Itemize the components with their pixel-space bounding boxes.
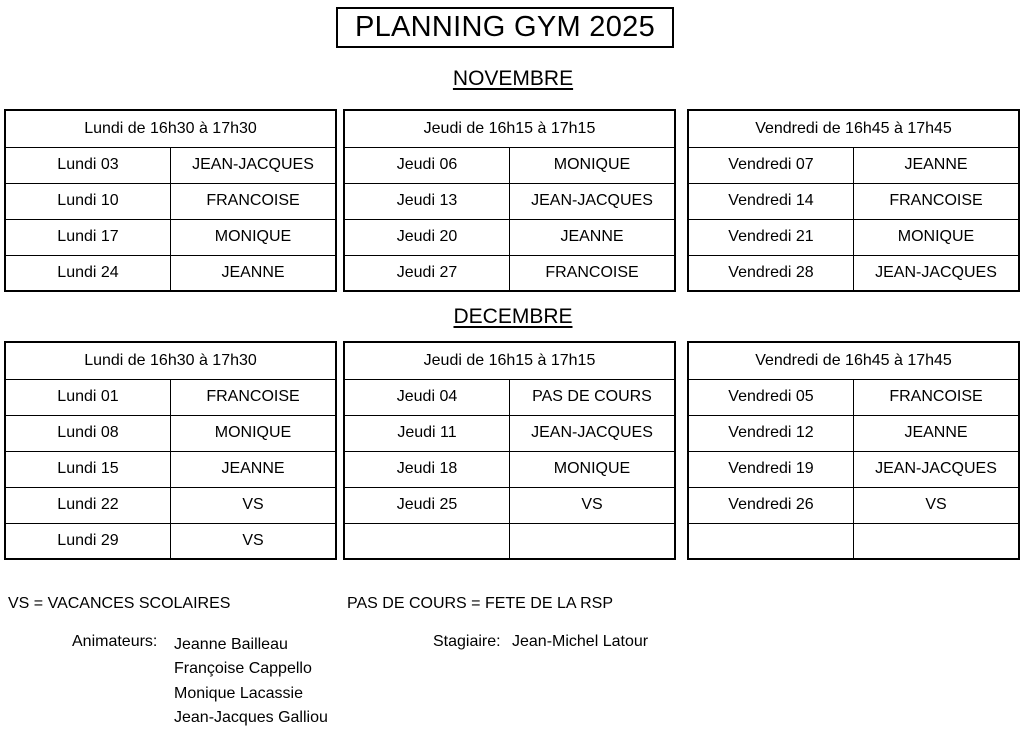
session-date: Vendredi 19	[688, 451, 854, 487]
session-animateur: MONIQUE	[171, 415, 337, 451]
table-row	[5, 451, 336, 487]
table-header-row	[5, 110, 336, 147]
table-header-row	[5, 342, 336, 379]
stagiaire-label: Stagiaire:	[433, 633, 501, 650]
table-row	[344, 379, 675, 415]
session-animateur: VS	[171, 523, 337, 559]
table-row	[344, 147, 675, 183]
session-animateur: JEANNE	[510, 219, 676, 255]
animateur-name: Monique Lacassie	[174, 684, 303, 702]
table-row	[688, 219, 1019, 255]
table-row	[5, 415, 336, 451]
session-date: Lundi 22	[5, 487, 171, 523]
legend-vs: VS = VACANCES SCOLAIRES	[8, 595, 231, 612]
table-row	[344, 255, 675, 291]
animateurs-list	[174, 633, 328, 730]
session-date: Lundi 29	[5, 523, 171, 559]
session-animateur: MONIQUE	[171, 219, 337, 255]
animateur-name: Jeanne Bailleau	[174, 636, 288, 653]
session-date: Vendredi 28	[688, 255, 854, 291]
animateurs-label: Animateurs:	[72, 633, 158, 650]
session-date	[344, 523, 510, 559]
session-animateur: VS	[171, 487, 337, 523]
month-heading-decembre: DECEMBRE	[453, 305, 573, 328]
session-date: Jeudi 11	[344, 415, 510, 451]
table-row	[688, 451, 1019, 487]
table-row	[5, 183, 336, 219]
month-heading-novembre: NOVEMBRE	[452, 67, 574, 90]
session-date: Lundi 10	[5, 183, 171, 219]
schedule-table-novembre-vendredi	[687, 109, 1020, 292]
session-animateur: MONIQUE	[510, 147, 676, 183]
session-animateur: FRANCOISE	[171, 183, 337, 219]
session-date: Lundi 03	[5, 147, 171, 183]
table-row	[688, 147, 1019, 183]
session-animateur: PAS DE COURS	[510, 379, 676, 415]
schedule-table-novembre-lundi	[4, 109, 337, 292]
table-row	[344, 183, 675, 219]
session-animateur: VS	[854, 487, 1020, 523]
session-date: Lundi 01	[5, 379, 171, 415]
table-header-row	[688, 342, 1019, 379]
session-date: Jeudi 18	[344, 451, 510, 487]
session-animateur	[510, 523, 676, 559]
table-row	[5, 219, 336, 255]
session-animateur: JEAN-JACQUES	[854, 255, 1020, 291]
table-row	[688, 487, 1019, 523]
session-animateur: JEANNE	[854, 415, 1020, 451]
table-row	[688, 415, 1019, 451]
page-title	[336, 7, 674, 48]
table-row	[5, 379, 336, 415]
table-row	[688, 183, 1019, 219]
session-date: Vendredi 26	[688, 487, 854, 523]
table-row	[344, 487, 675, 523]
table-header-row	[344, 110, 675, 147]
session-date: Vendredi 21	[688, 219, 854, 255]
table-row	[344, 415, 675, 451]
session-date: Jeudi 13	[344, 183, 510, 219]
session-date: Lundi 08	[5, 415, 171, 451]
table-header: Jeudi de 16h15 à 17h15	[344, 342, 675, 379]
session-animateur	[854, 523, 1020, 559]
session-date: Vendredi 07	[688, 147, 854, 183]
session-date: Jeudi 06	[344, 147, 510, 183]
session-date: Lundi 17	[5, 219, 171, 255]
table-header: Vendredi de 16h45 à 17h45	[688, 110, 1019, 147]
table-row	[5, 255, 336, 291]
session-date: Jeudi 20	[344, 219, 510, 255]
table-row	[5, 487, 336, 523]
table-row	[688, 379, 1019, 415]
session-animateur: JEANNE	[171, 255, 337, 291]
session-animateur: FRANCOISE	[854, 183, 1020, 219]
table-row	[5, 147, 336, 183]
table-row	[688, 255, 1019, 291]
session-date: Lundi 15	[5, 451, 171, 487]
table-row	[5, 523, 336, 559]
session-animateur: JEAN-JACQUES	[510, 183, 676, 219]
schedule-table-decembre-jeudi	[343, 341, 676, 560]
session-date	[688, 523, 854, 559]
table-row	[344, 523, 675, 559]
session-animateur: MONIQUE	[510, 451, 676, 487]
schedule-table-decembre-lundi	[4, 341, 337, 560]
session-animateur: JEAN-JACQUES	[171, 147, 337, 183]
table-header: Lundi de 16h30 à 17h30	[5, 110, 336, 147]
page-title-text: PLANNING GYM 2025	[354, 11, 656, 43]
session-animateur: FRANCOISE	[510, 255, 676, 291]
animateur-name: Françoise Cappello	[174, 660, 312, 678]
session-animateur: JEAN-JACQUES	[510, 415, 676, 451]
session-date: Jeudi 25	[344, 487, 510, 523]
session-date: Jeudi 04	[344, 379, 510, 415]
session-animateur: JEANNE	[171, 451, 337, 487]
session-date: Jeudi 27	[344, 255, 510, 291]
session-animateur: MONIQUE	[854, 219, 1020, 255]
session-animateur: FRANCOISE	[171, 379, 337, 415]
session-animateur: VS	[510, 487, 676, 523]
table-row	[344, 219, 675, 255]
table-header: Lundi de 16h30 à 17h30	[5, 342, 336, 379]
table-row	[344, 451, 675, 487]
table-header-row	[344, 342, 675, 379]
legend-pas-de-cours: PAS DE COURS = FETE DE LA RSP	[347, 595, 613, 612]
stagiaire-name: Jean-Michel Latour	[512, 633, 649, 650]
table-header: Jeudi de 16h15 à 17h15	[344, 110, 675, 147]
session-date: Vendredi 05	[688, 379, 854, 415]
session-date: Lundi 24	[5, 255, 171, 291]
schedule-table-novembre-jeudi	[343, 109, 676, 292]
session-date: Vendredi 14	[688, 183, 854, 219]
animateur-name: Jean-Jacques Galliou	[174, 708, 328, 726]
session-animateur: JEANNE	[854, 147, 1020, 183]
table-header: Vendredi de 16h45 à 17h45	[688, 342, 1019, 379]
session-date: Vendredi 12	[688, 415, 854, 451]
table-row	[688, 523, 1019, 559]
session-animateur: JEAN-JACQUES	[854, 451, 1020, 487]
session-animateur: FRANCOISE	[854, 379, 1020, 415]
table-header-row	[688, 110, 1019, 147]
schedule-table-decembre-vendredi	[687, 341, 1020, 560]
